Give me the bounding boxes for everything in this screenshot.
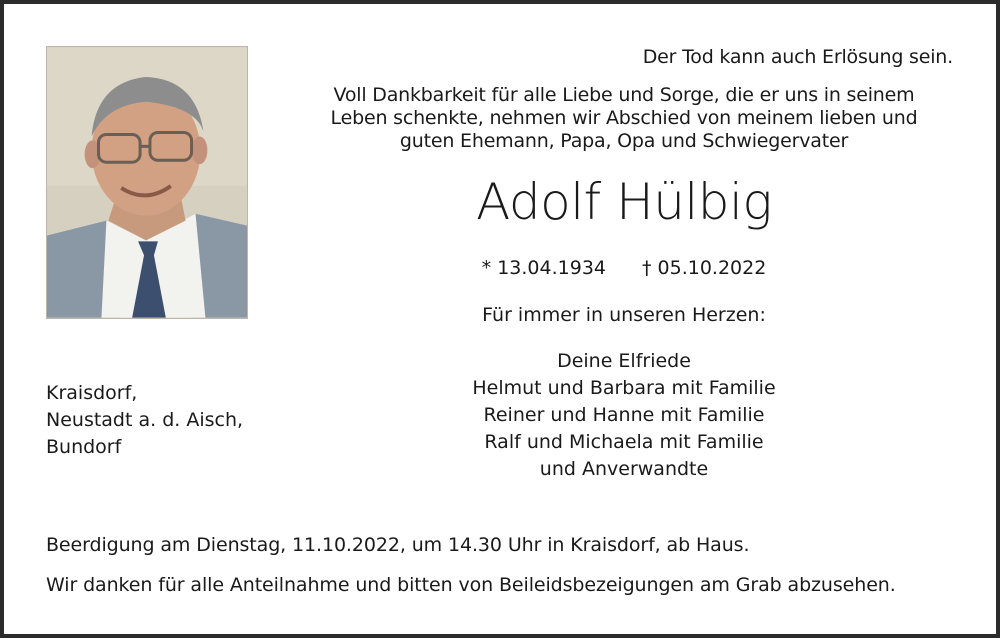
mourner: Ralf und Michaela mit Familie [484, 431, 764, 453]
mourners-list [424, 348, 824, 483]
mourner: Deine Elfriede [557, 350, 691, 372]
remembrance-line: Für immer in unseren Herzen: [482, 304, 766, 326]
intro-text [304, 84, 944, 153]
deceased-name: Adolf Hülbig [476, 173, 772, 231]
place: Neustadt a. d. Aisch, [46, 409, 244, 431]
mourner: Helmut und Barbara mit Familie [472, 377, 776, 399]
places-list [46, 380, 243, 461]
portrait-photo [46, 46, 248, 319]
funeral-info: Beerdigung am Dienstag, 11.10.2022, um 14.30 Uhr in Kraisdorf, ab Haus. [46, 534, 750, 556]
intro-line: guten Ehemann, Papa, Opa und Schwiegervater [399, 130, 849, 152]
intro-line: Leben schenkte, nehmen wir Abschied von meinem lieben und [330, 107, 918, 129]
place: Kraisdorf, [46, 382, 138, 404]
life-dates [424, 257, 824, 279]
birth-date: * 13.04.1934 [481, 257, 606, 279]
mourner: Reiner und Hanne mit Familie [483, 404, 765, 426]
motto: Der Tod kann auch Erlösung sein. [642, 46, 953, 68]
death-date: † 05.10.2022 [642, 257, 767, 279]
mourner: und Anverwandte [539, 458, 709, 480]
place: Bundorf [46, 436, 122, 458]
intro-line: Voll Dankbarkeit für alle Liebe und Sorge, die er uns in seinem [333, 84, 915, 106]
thanks-note: Wir danken für alle Anteilnahme und bitten von Beileidsbezeigungen am Grab abzusehen. [46, 574, 896, 596]
